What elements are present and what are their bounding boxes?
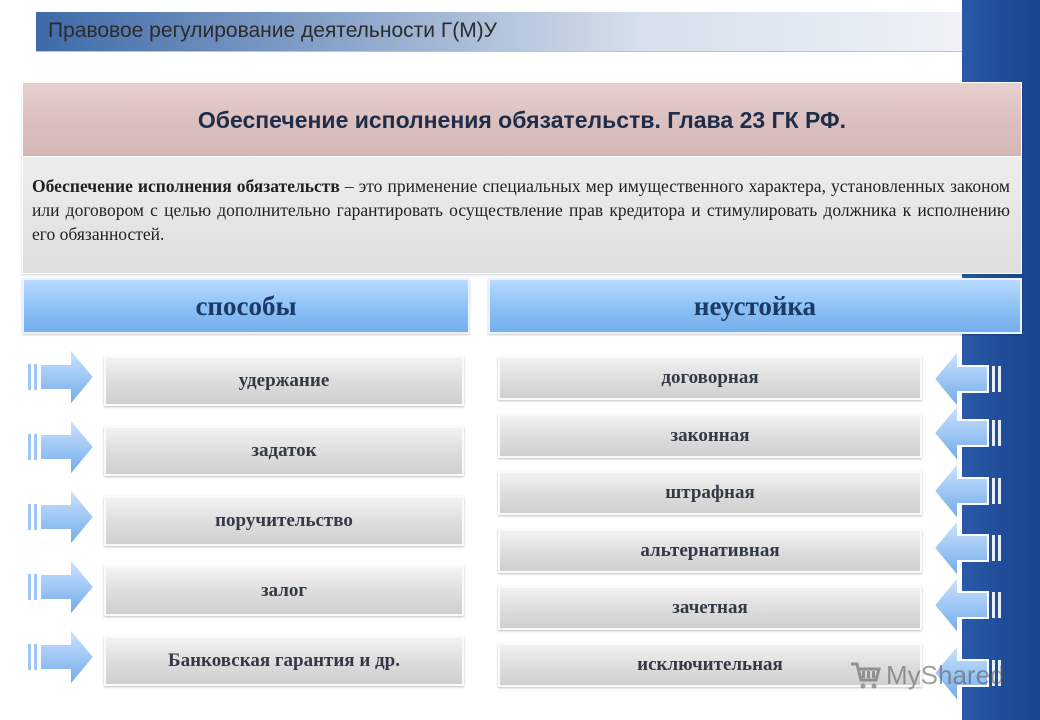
list-item-neustoyka — [498, 529, 922, 573]
watermark-logo — [848, 656, 1008, 694]
section-header-neustoyka — [488, 278, 1022, 334]
main-heading-text: Обеспечение исполнения обязательств. Глава 23 ГК РФ. — [197, 106, 847, 133]
list-item-label: исключительная — [637, 654, 783, 675]
arrow-right-icon — [26, 486, 96, 548]
section-title-right: неустойка — [693, 290, 817, 321]
list-item-label: задаток — [251, 440, 317, 461]
list-item-neustoyka — [498, 471, 922, 515]
main-heading — [22, 82, 1022, 158]
list-item-neustoyka — [498, 356, 922, 400]
list-item-label: зачетная — [672, 597, 748, 618]
definition-text: – это применение специальных мер имущественного характера, установленных законом или договором с целью дополнительно гарантировать осуществление прав кредитора и стимулировать должника к исполнению его обязанностей. — [32, 176, 1011, 244]
list-item-label: поручительство — [215, 510, 353, 531]
list-item-sposob — [104, 496, 464, 546]
list-item-neustoyka — [498, 586, 922, 630]
list-item-sposob — [104, 426, 464, 476]
definition-box — [22, 156, 1022, 274]
arrow-left-icon — [932, 348, 1002, 410]
arrow-left-icon — [932, 517, 1002, 579]
list-item-label: Банковская гарантия и др. — [168, 650, 400, 671]
list-item-label: альтернативная — [640, 540, 780, 561]
definition-paragraph — [32, 174, 1010, 246]
list-item-label: законная — [670, 425, 750, 446]
list-item-neustoyka — [498, 414, 922, 458]
list-item-label: договорная — [661, 367, 759, 388]
arrow-left-icon — [932, 574, 1002, 636]
arrow-right-icon — [26, 416, 96, 478]
section-header-sposoby — [22, 278, 470, 334]
definition-term: Обеспечение исполнения обязательств — [32, 176, 340, 196]
arrow-right-icon — [26, 626, 96, 688]
arrow-right-icon — [26, 346, 96, 408]
list-item-sposob — [104, 566, 464, 616]
list-item-label: удержание — [238, 370, 330, 391]
arrow-left-icon — [932, 460, 1002, 522]
page-title: Правовое регулирование деятельности Г(М)У — [48, 19, 498, 42]
arrow-right-icon — [26, 556, 96, 618]
arrow-left-icon — [932, 402, 1002, 464]
section-title-left: способы — [195, 290, 297, 321]
list-item-sposob — [104, 636, 464, 686]
watermark-text: MyShared — [886, 659, 1005, 690]
list-item-label: залог — [260, 580, 308, 601]
shopping-cart-icon — [848, 658, 882, 692]
list-item-sposob — [104, 356, 464, 406]
list-item-label: штрафная — [665, 482, 755, 503]
